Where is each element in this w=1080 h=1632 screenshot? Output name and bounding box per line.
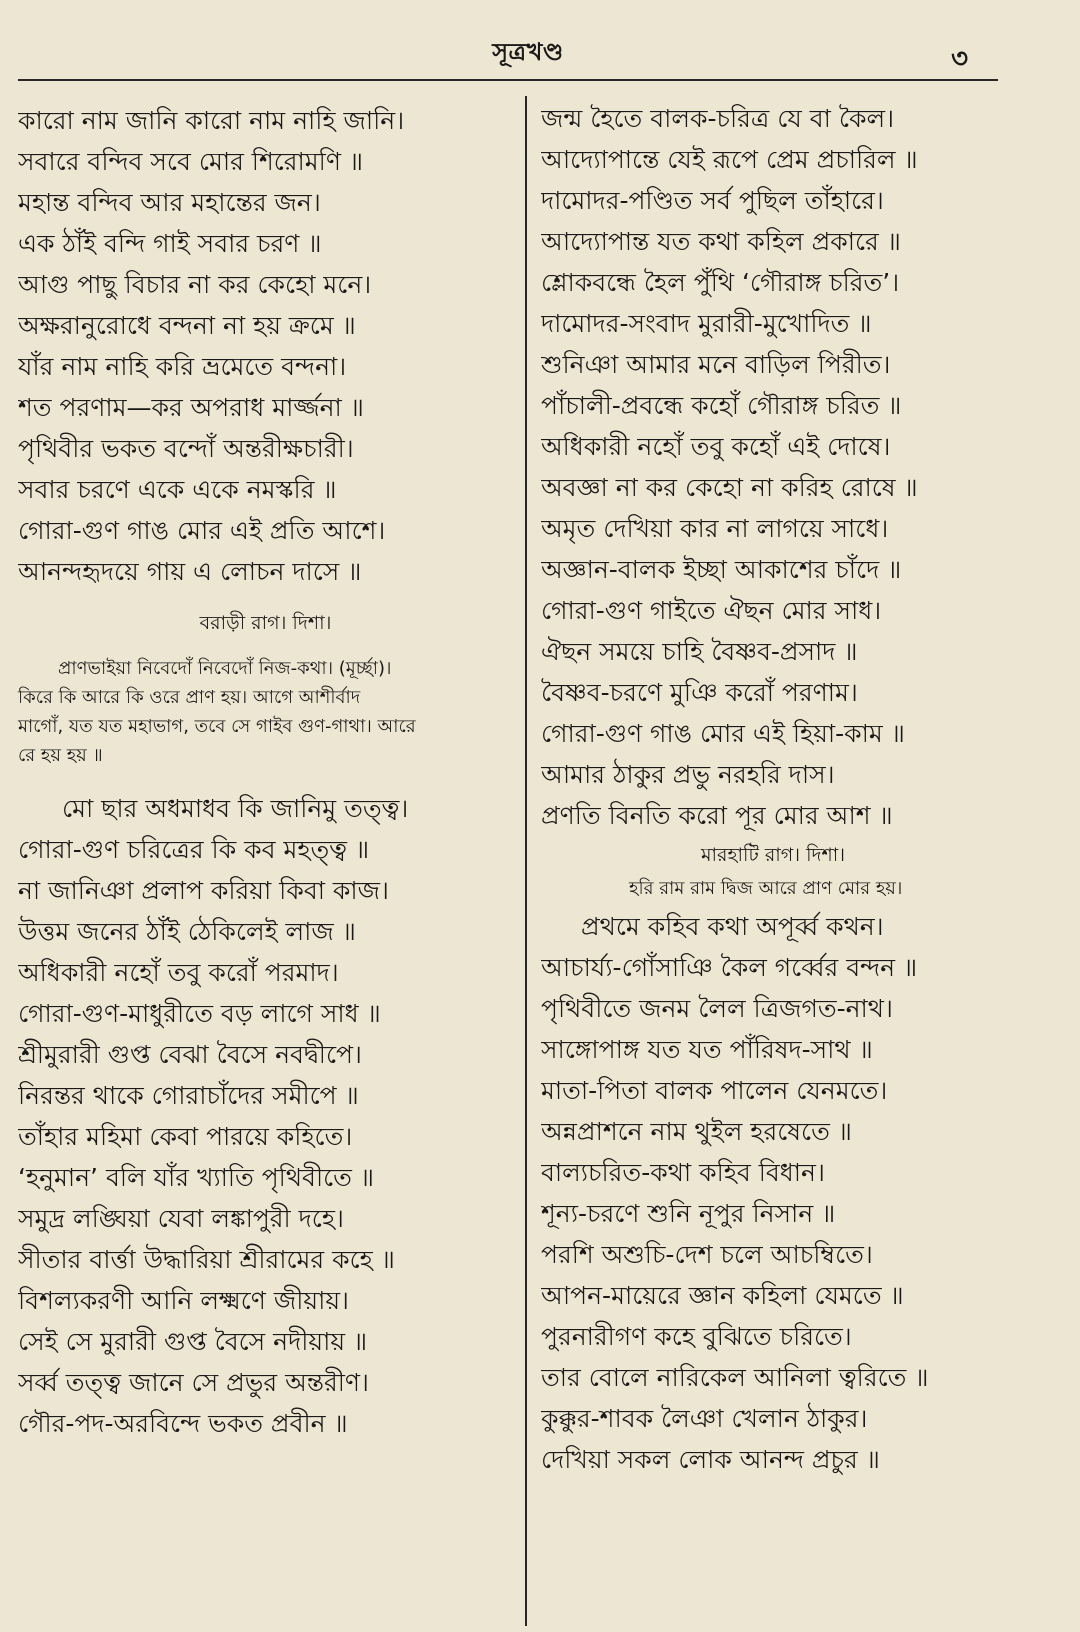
verse-line: এক ঠাঁই বন্দি গাই সবার চরণ ॥: [18, 229, 322, 258]
verse-line: শ্লোকবন্ধে হৈল পুঁথি ‘গৌরাঙ্গ চরিত’।: [541, 268, 900, 297]
verse-line: শত পরণাম—কর অপরাধ মার্জ্জনা ॥: [18, 393, 364, 422]
refrain-line: রে হয় হয় ॥: [18, 745, 103, 766]
verse-line: প্রথমে কহিব কথা অপূর্ব্ব কথন।: [581, 912, 884, 941]
two-column-body: [18, 80, 1038, 1480]
verse-line: গোরা-গুণ গাঙ মোর এই প্রতি আশে।: [18, 516, 386, 545]
verse-line: সেই সে মুরারী গুপ্ত বৈসে নদীয়ায় ॥: [18, 1327, 368, 1356]
verse-line: অধিকারী নহোঁ তবু করোঁ পরমাদ।: [18, 958, 339, 987]
page-header: [18, 0, 1038, 80]
verse-line: মাতা-পিতা বালক পালেন যেনমতে।: [541, 1076, 888, 1105]
verse-line: অবজ্ঞা না কর কেহো না করিহ রোষে ॥: [541, 473, 918, 502]
verse-line: শুনিঞা আমার মনে বাড়িল পিরীত।: [541, 350, 891, 379]
verse-line: অধিকারী নহোঁ তবু কহোঁ এই দোষে।: [541, 432, 891, 461]
left-refrain-rest: [18, 683, 513, 770]
left-verse-block-2: [18, 788, 513, 1444]
page-number: ৩: [951, 44, 968, 74]
verse-line: তার বোলে নারিকেল আনিলা ত্বরিতে ॥: [541, 1363, 929, 1392]
verse-line: শ্রীমুরারী গুপ্ত বেঝা বৈসে নবদ্বীপে।: [18, 1040, 362, 1069]
verse-line: পুরনারীগণ কহে বুঝিতে চরিতে।: [541, 1322, 852, 1351]
verse-line: কুক্কুর-শাবক লৈঞা খেলান ঠাকুর।: [541, 1404, 868, 1433]
right-verse-block-2: [541, 906, 1038, 1480]
verse-line: আদ্যোপান্ত যত কথা কহিল প্রকারে ॥: [541, 227, 901, 256]
verse-line: সবার চরণে একে একে নমস্করি ॥: [18, 475, 337, 504]
verse-line: সাঙ্গোপাঙ্গ যত যত পাঁরিষদ-সাথ ॥: [541, 1035, 873, 1064]
verse-line: আনন্দহৃদয়ে গায় এ লোচন দাসে ॥: [18, 557, 362, 586]
verse-line: মো ছার অধমাধব কি জানিমু তত্ত্ব।: [62, 794, 409, 823]
verse-line: তাঁহার মহিমা কেবা পারয়ে কহিতে।: [18, 1122, 353, 1151]
verse-line: দেখিয়া সকল লোক আনন্দ প্রচুর ॥: [541, 1445, 880, 1474]
verse-line: গোরা-গুণ চরিত্রের কি কব মহত্ত্ব ॥: [18, 835, 370, 864]
verse-line: অজ্ঞান-বালক ইচ্ছা আকাশের চাঁদে ॥: [541, 555, 902, 584]
left-refrain-line: প্রাণভাইয়া নিবেদোঁ নিবেদোঁ নিজ-কথা। (মূর্চ্ছা)।: [58, 658, 392, 679]
verse-line: দামোদর-সংবাদ মুরারী-মুখোদিত ॥: [541, 309, 872, 338]
verse-line: সর্ব্ব তত্ত্ব জানে সে প্রভুর অন্তরীণ।: [18, 1368, 369, 1397]
verse-line: আগু পাছু বিচার না কর কেহো মনে।: [18, 270, 372, 299]
left-raga-heading: বরাড়ী রাগ। দিশা।: [199, 612, 332, 634]
verse-line: আপন-মায়েরে জ্ঞান কহিলা যেমতে ॥: [541, 1281, 904, 1310]
verse-line: সমুদ্র লঙ্ঘিয়া যেবা লঙ্কাপুরী দহে।: [18, 1204, 344, 1233]
refrain-line: মাগোঁ, যত যত মহাভাগ, তবে সে গাইব গুণ-গাথা। আরে: [18, 716, 416, 737]
verse-line: বাল্যচরিত-কথা কহিব বিধান।: [541, 1158, 825, 1187]
verse-line: কারো নাম জানি কারো নাম নাহি জানি।: [18, 106, 405, 135]
verse-line: গোরা-গুণ গাইতে ঐছন মোর সাধ।: [541, 596, 882, 625]
verse-line: দামোদর-পণ্ডিত সর্ব পুছিল তাঁহারে।: [541, 186, 884, 215]
verse-line: সবারে বন্দিব সবে মোর শিরোমণি ॥: [18, 147, 364, 176]
left-refrain: [18, 654, 513, 770]
verse-line: নিরন্তর থাকে গোরাচাঁদের সমীপে ॥: [18, 1081, 359, 1110]
verse-line: পৃথিবীতে জনম লৈল ত্রিজগত-নাথ।: [541, 994, 893, 1023]
verse-line: সীতার বার্ত্তা উদ্ধারিয়া শ্রীরামের কহে ॥: [18, 1245, 395, 1274]
verse-line: জন্ম হৈতে বালক-চরিত্র যে বা কৈল।: [541, 104, 895, 133]
verse-line: পাঁচালী-প্রবন্ধে কহোঁ গৌরাঙ্গ চরিত ॥: [541, 391, 902, 420]
verse-line: গোরা-গুণ গাঙ মোর এই হিয়া-কাম ॥: [541, 719, 905, 748]
verse-line: প্রণতি বিনতি করো পূর মোর আশ ॥: [541, 801, 893, 830]
verse-line: যাঁর নাম নাহি করি ভ্রমেতে বন্দনা।: [18, 352, 347, 381]
verse-line: অমৃত দেখিয়া কার না লাগয়ে সাধে।: [541, 514, 889, 543]
verse-line: বিশল্যকরণী আনি লক্ষ্মণে জীয়ায়।: [18, 1286, 349, 1315]
column-divider: [525, 96, 527, 1626]
refrain-line: কিরে কি আরে কি ওরে প্রাণ হয়। আগে আশীর্বাদ: [18, 687, 361, 708]
verse-line: আচার্য্য-গোঁসাঞি কৈল গর্ব্বের বন্দন ॥: [541, 953, 918, 982]
left-verse-block-1: [18, 100, 513, 592]
verse-line: আমার ঠাকুর প্রভু নরহরি দাস।: [541, 760, 835, 789]
verse-line: শূন্য-চরণে শুনি নূপুর নিসান ॥: [541, 1199, 836, 1228]
verse-line: ‘হনুমান’ বলি যাঁর খ্যাতি পৃথিবীতে ॥: [18, 1163, 374, 1192]
verse-line: না জানিঞা প্রলাপ করিয়া কিবা কাজ।: [18, 876, 389, 905]
right-raga-heading: মারহাটি রাগ। দিশা।: [701, 844, 846, 866]
verse-line: মহান্ত বন্দিব আর মহান্তের জন।: [18, 188, 321, 217]
verse-line: ঐছন সময়ে চাহি বৈষ্ণব-প্রসাদ ॥: [541, 637, 858, 666]
right-verse-block-1: [541, 98, 1038, 836]
left-column: [18, 80, 513, 1480]
verse-line: অক্ষরানুরোধে বন্দনা না হয় ক্রমে ॥: [18, 311, 356, 340]
verse-line: পৃথিবীর ভকত বন্দোঁ অন্তরীক্ষচারী।: [18, 434, 354, 463]
verse-line: পরশি অশুচি-দেশ চলে আচম্বিতে।: [541, 1240, 873, 1269]
verse-line: গৌর-পদ-অরবিন্দে ভকত প্রবীন ॥: [18, 1409, 348, 1438]
verse-line: আদ্যোপান্তে যেই রূপে প্রেম প্রচারিল ॥: [541, 145, 918, 174]
verse-line: গোরা-গুণ-মাধুরীতে বড় লাগে সাধ ॥: [18, 999, 381, 1028]
verse-line: উত্তম জনের ঠাঁই ঠেকিলেই লাজ ॥: [18, 917, 356, 946]
right-column: [541, 80, 1038, 1480]
verse-line: বৈষ্ণব-চরণে মুঞি করোঁ পরণাম।: [541, 678, 858, 707]
verse-line: অন্নপ্রাশনে নাম থুইল হরষেতে ॥: [541, 1117, 852, 1146]
right-refrain: হরি রাম রাম দ্বিজ আরে প্রাণ মোর হয়।: [629, 878, 903, 899]
running-title: সূত্রখণ্ড: [492, 38, 564, 66]
